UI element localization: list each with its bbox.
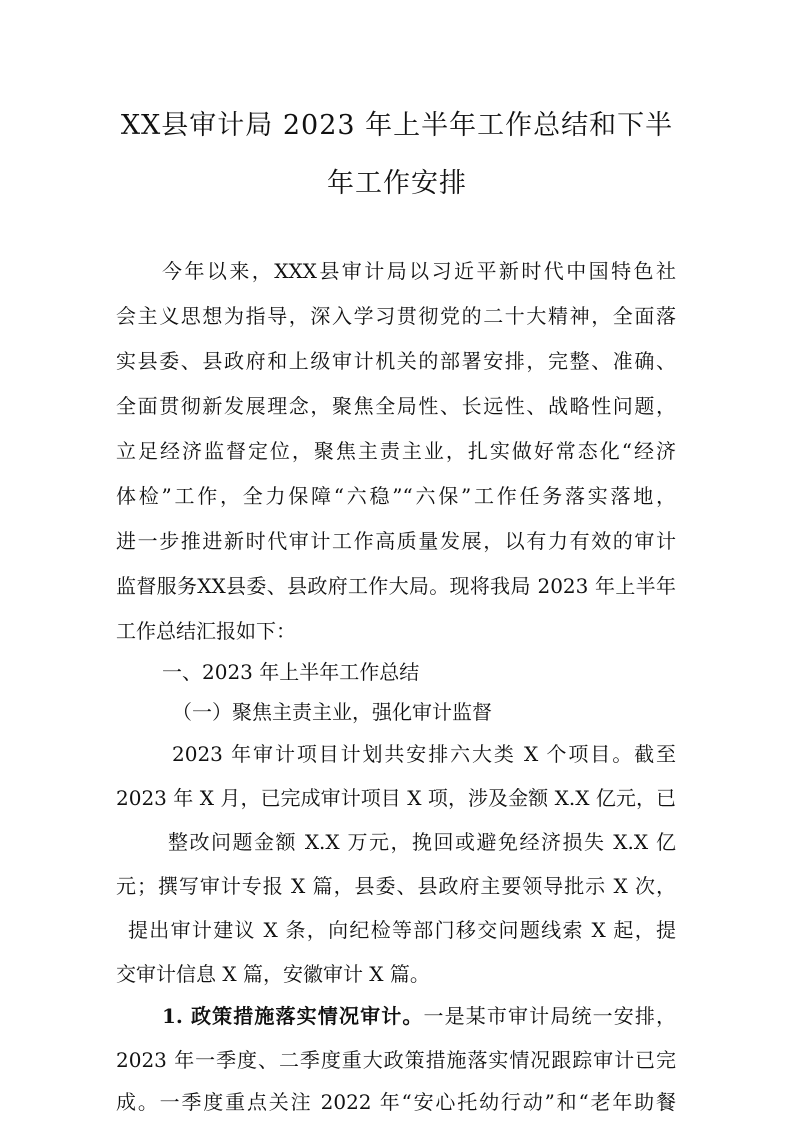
subsection-heading-1: （一）聚焦主责主业，强化审计监督 [172, 700, 492, 724]
intro-line-3: 实县委、县政府和上级审计机关的部署安排，完整、准确、 [116, 349, 676, 373]
item-1-heading: 1. 政策措施落实情况审计。 [162, 1004, 424, 1028]
intro-line-7: 进一步推进新时代审计工作高质量发展，以有力有效的审计 [116, 529, 676, 553]
subsection-1-line-6: 交审计信息 X 篇，安徽审计 X 篇。 [116, 962, 430, 986]
section-heading-1: 一、2023 年上半年工作总结 [162, 660, 420, 684]
subsection-1-line-4: 元；撰写审计专报 X 篇，县委、县政府主要领导批示 X 次， [116, 874, 676, 898]
item-1-line-1 [162, 1002, 676, 1030]
item-1-line-3: 成。一季度重点关注 2022 年“安心托幼行动”和“老年助餐 [116, 1090, 676, 1114]
intro-line-6: 体检”工作，全力保障“六稳”“六保”工作任务落实落地， [116, 484, 676, 508]
item-1-first-line-text: 一是某市审计局统一安排， [423, 1004, 677, 1028]
intro-line-9: 工作总结汇报如下： [116, 619, 296, 643]
document-title-line-2: 年工作安排 [327, 168, 467, 199]
subsection-1-line-1: 2023 年审计项目计划共安排六大类 X 个项目。截至 [172, 742, 676, 766]
intro-line-5: 立足经济监督定位，聚焦主责主业，扎实做好常态化“经济 [116, 439, 676, 463]
subsection-1-line-3: 整改问题金额 X.X 万元，挽回或避免经济损失 X.X 亿 [168, 830, 676, 854]
document-title-line-1: XX县审计局 2023 年上半年工作总结和下半 [120, 110, 674, 141]
intro-line-1: 今年以来，XXX县审计局以习近平新时代中国特色社 [162, 259, 676, 283]
intro-line-8: 监督服务XX县委、县政府工作大局。现将我局 2023 年上半年 [116, 574, 676, 598]
subsection-1-line-5: 提出审计建议 X 条，向纪检等部门移交问题线索 X 起，提 [128, 918, 676, 942]
subsection-1-line-2: 2023 年 X 月，已完成审计项目 X 项，涉及金额 X.X 亿元，已 [116, 786, 676, 810]
item-1-line-2: 2023 年一季度、二季度重大政策措施落实情况跟踪审计已完 [116, 1048, 676, 1072]
intro-line-4: 全面贯彻新发展理念，聚焦全局性、长远性、战略性问题， [116, 394, 676, 418]
intro-line-2: 会主义思想为指导，深入学习贯彻党的二十大精神，全面落 [116, 304, 676, 328]
